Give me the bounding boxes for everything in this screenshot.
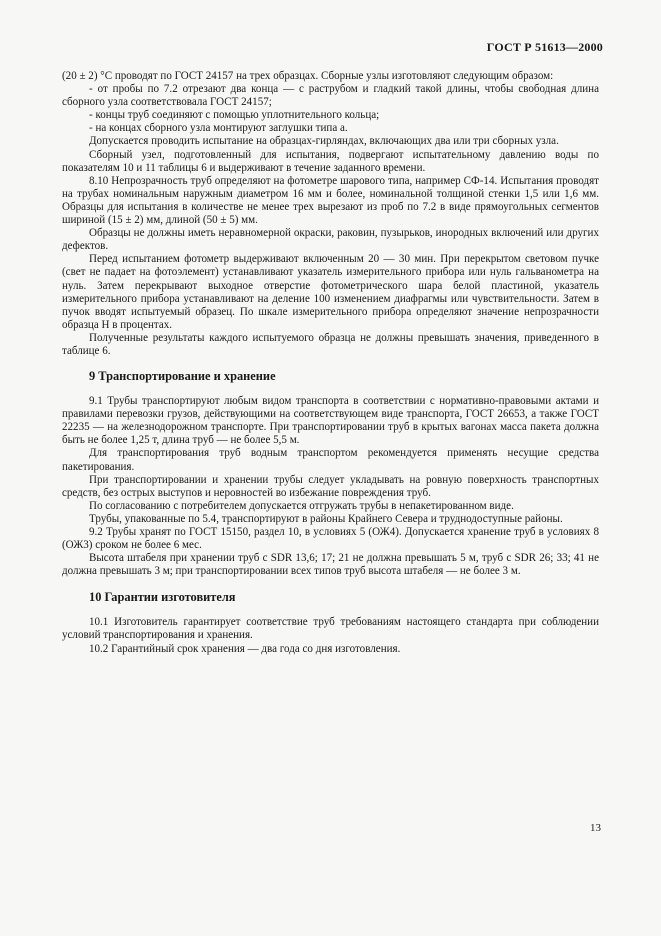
list-item: - на концах сборного узла монтируют заглушки типа а. [89, 122, 348, 135]
document-body [62, 70, 599, 656]
paragraph-10-2: 10.2 Гарантийный срок хранения — два года со дня изготовления. [89, 642, 401, 655]
paragraph: Полученные результаты каждого испытуемого образца не должны превышать значения, приведенного в таблице 6. [62, 331, 599, 357]
paragraph: Высота штабеля при хранении труб с SDR 13,6; 17; 21 не должна превышать 5 м, труб с SDR 26; 33; 41 не должна превышать 3 м; при транспортировании всех типов труб высота штабеля — не более 3 м. [62, 552, 599, 578]
paragraph: Для транспортирования труб водным транспортом рекомендуется применять несущие средства пакетирования. [62, 447, 599, 473]
paragraph: Перед испытанием фотометр выдерживают включенным 20 — 30 мин. При перекрытом световом пучке (свет не падает на фотоэлемент) устанавливают указатель измерительного прибора или нуль гальванометра на нуль. Затем перекрывают выходное отверстие фотометрического шара белой пластиной, указатель измерительного прибора устанавливают на деление 100 изменением диафрагмы или чувствительности. Затем в пучок вводят испытуемый образец. По шкале измерительного прибора определяют значение непрозрачности образца Н в процентах. [62, 253, 599, 331]
list-item: - концы труб соединяют с помощью уплотнительного кольца; [89, 109, 380, 122]
paragraph-8-10: 8.10 Непрозрачность труб определяют на фотометре шарового типа, например СФ-14. Испытания проводят на трубах номинальным наружным диаметром 16 мм и более, номинальной толщиной стенки 1,5 или 1,6 мм. Образцы для испытания в количестве не менее трех вырезают из проб по 7.2 в виде прямоугольных сегментов шириной (15 ± 2) мм, длиной (50 ± 5) мм. [62, 174, 599, 227]
paragraph-10-1: 10.1 Изготовитель гарантирует соответствие труб требованиям настоящего стандарта при соблюдении условий транспортирования и хранения. [62, 616, 599, 642]
paragraph: Образцы не должны иметь неравномерной окраски, раковин, пузырьков, инородных включений или других дефектов. [62, 227, 599, 253]
paragraph: (20 ± 2) °С проводят по ГОСТ 24157 на трех образцах. Сборные узлы изготовляют следующим образом: [62, 70, 554, 82]
section-10-heading: 10 Гарантии изготовителя [89, 590, 236, 605]
paragraph: Допускается проводить испытание на образцах-гирляндах, включающих два или три сборных узла. [89, 135, 559, 148]
paragraph: При транспортировании и хранении трубы следует укладывать на ровную поверхность транспортных средств, без острых выступов и неровностей во избежание повреждения труб. [62, 473, 599, 499]
document-id: ГОСТ Р 51613—2000 [486, 40, 603, 54]
paragraph: Сборный узел, подготовленный для испытания, подвергают испытательному давлению воды по показателям 10 и 11 таблицы 6 и выдерживают в течение заданного времени. [62, 148, 599, 174]
page-number: 13 [590, 822, 601, 834]
list-item: - от пробы по 7.2 отрезают два конца — с раструбом и гладкий такой длины, чтобы свободная длина сборного узла соответствовала ГОСТ 24157; [62, 83, 599, 109]
paragraph-9-1: 9.1 Трубы транспортируют любым видом транспорта в соответствии с нормативно-правовыми актами и правилами перевозки грузов, действующими на соответствующем виде транспорта, ГОСТ 26653, а также ГОСТ 22235 — на железнодорожном транспорте. При транспортировании труб в крытых вагонах масса пакета должна быть не более 1,25 т, длина труб — не более 5,5 м. [62, 395, 599, 447]
paragraph: Трубы, упакованные по 5.4, транспортируют в районы Крайнего Севера и труднодоступные районы. [89, 512, 563, 525]
paragraph-9-2: 9.2 Трубы хранят по ГОСТ 15150, раздел 10, в условиях 5 (ОЖ4). Допускается хранение труб в условиях 8 (ОЖ3) сроком не более 6 мес. [62, 526, 599, 552]
paragraph: По согласованию с потребителем допускается отгружать трубы в непакетированном виде. [89, 499, 514, 512]
section-9-heading: 9 Транспортирование и хранение [89, 369, 276, 384]
